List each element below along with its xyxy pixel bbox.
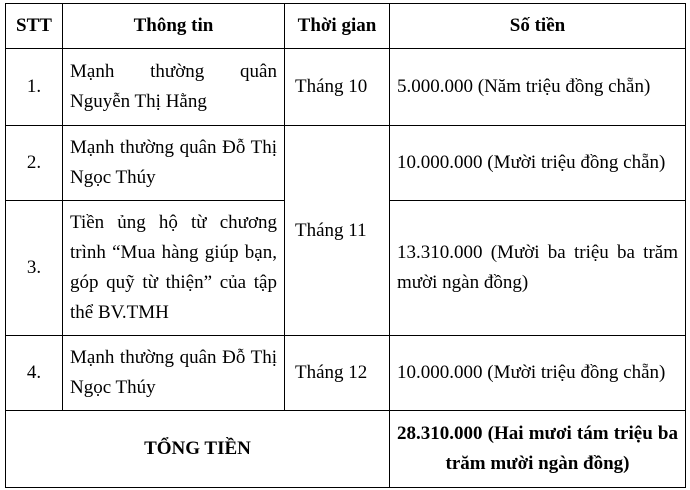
row-info: Mạnh thường quân Đỗ Thị Ngọc Thúy	[63, 336, 285, 411]
total-row	[6, 411, 686, 488]
table-row	[6, 49, 686, 126]
header-time: Thời gian	[285, 4, 390, 49]
row-amount: 5.000.000 (Năm triệu đồng chẵn)	[390, 49, 686, 126]
row-amount: 10.000.000 (Mười triệu đồng chẵn)	[390, 126, 686, 201]
row-info: Mạnh thường quân Đỗ Thị Ngọc Thúy	[63, 126, 285, 201]
row-stt: 2.	[6, 126, 63, 201]
table-row	[6, 336, 686, 411]
donation-table	[5, 3, 686, 488]
header-stt: STT	[6, 4, 63, 49]
row-stt: 4.	[6, 336, 63, 411]
total-label: TỔNG TIỀN	[6, 411, 390, 488]
total-amount: 28.310.000 (Hai mươi tám triệu ba trăm mười ngàn đồng)	[390, 411, 686, 488]
row-info: Mạnh thường quân Nguyễn Thị Hằng	[63, 49, 285, 126]
header-row	[6, 4, 686, 49]
header-info: Thông tin	[63, 4, 285, 49]
row-time: Tháng 10	[285, 49, 390, 126]
row-stt: 3.	[6, 201, 63, 336]
row-amount: 13.310.000 (Mười ba triệu ba trăm mười ngàn đồng)	[390, 201, 686, 336]
row-stt: 1.	[6, 49, 63, 126]
row-time: Tháng 12	[285, 336, 390, 411]
row-amount: 10.000.000 (Mười triệu đồng chẵn)	[390, 336, 686, 411]
table-row	[6, 126, 686, 201]
row-time: Tháng 11	[285, 126, 390, 336]
row-info: Tiền ủng hộ từ chương trình “Mua hàng giúp bạn, góp quỹ từ thiện” của tập thể BV.TMH	[63, 201, 285, 336]
header-amount: Số tiền	[390, 4, 686, 49]
